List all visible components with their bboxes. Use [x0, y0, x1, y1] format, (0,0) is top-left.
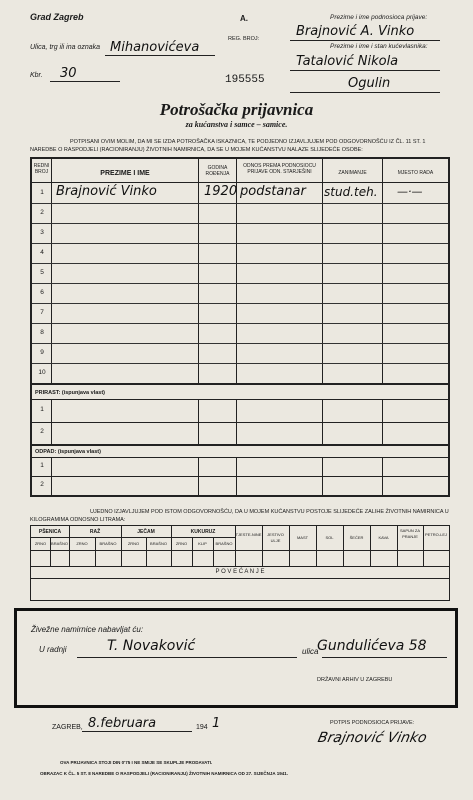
prirast-row-num: 1	[40, 406, 44, 413]
stock-group: RAŽ	[89, 529, 101, 535]
persons-rows	[32, 183, 448, 383]
purchase-heading: Živežne namirnice nabavljat ću:	[31, 625, 144, 634]
city-label: Grad Zagreb	[30, 12, 84, 22]
form-title: Potrošačka prijavnica	[159, 100, 314, 119]
col-header-relation: ODNOS PREMA PODNOSIOCU PRIJAVE ODN. STARJEŠINI	[243, 163, 316, 175]
odpad-row-num: 1	[40, 462, 44, 469]
persons-table	[30, 157, 450, 497]
place-label: ZAGREB,	[52, 724, 83, 731]
table-row: 3	[32, 223, 448, 244]
owner-label: Prezime i ime i stan kućevlasnika:	[330, 43, 428, 50]
price-note: OVA PRIJAVNICA STOJI DIN 0'75 I NE SMIJE SE SKUPLJE PRODAVATI.	[60, 760, 213, 765]
table-row: 10	[32, 363, 448, 385]
form-subtitle: za kućanstva i samce – samice.	[185, 120, 288, 129]
purchase-street-value: Gundulićeva 58	[317, 638, 427, 654]
shop-label: U radnji	[39, 645, 67, 654]
table-row: 6	[32, 283, 448, 304]
archive-stamp: DRŽAVNI ARHIV U ZAGREBU	[317, 677, 393, 683]
col-header-num: REDNI BROJ	[33, 163, 50, 175]
purchase-box	[14, 608, 458, 708]
row-occupation: stud.teh.	[324, 185, 378, 199]
col-header-occupation: ZANIMANJE	[338, 170, 367, 176]
owner-value-1: Tatalović Nikola	[296, 54, 399, 69]
row-relation: podstanar	[240, 184, 306, 199]
prirast-label: PRIRAST: (ispunjava vlast)	[35, 390, 105, 396]
applicant-label: Prezime i ime podnosioca prijave:	[330, 14, 428, 21]
prirast-row-num: 2	[40, 428, 44, 435]
table-row: 2	[32, 203, 448, 224]
street-label: Ulica, trg ili ina oznaka	[30, 44, 101, 51]
regulation-note: OBRAZAC K ČL. 5 ST. 8 NAREDBE O RASPODJELI (RACIONIRANJU) ŽIVOTNIH NAMIRNICA OD 27. SIJEČNJA 1941.	[40, 771, 288, 776]
col-header-year: GODINA ROĐENJA	[205, 165, 230, 177]
form-letter: A.	[240, 14, 248, 23]
shop-value: T. Novaković	[107, 638, 196, 654]
purchase-street-label: ulica	[302, 647, 319, 656]
stock-table: PŠENICA RAŽ JEČAM KUKURUZ ZRNO BRAŠNO ZRNO BRAŠNO ZRNO BRAŠNO ZRNO KLIP BRAŠNO TJESTE-NINE JESTIVO ULJE MAST SOL ŠEĆER KAVA SAPUN ZA PRANJE PETRO-LEJ P O V E Ć A N J E	[30, 525, 450, 601]
col-header-workplace: MJESTO RADA	[397, 170, 434, 176]
odpad-label: ODPAD: (ispunjava vlast)	[35, 449, 101, 455]
table-row: 7	[32, 303, 448, 324]
stock-text: UJEDNO IZJAVLJUJEM POD ISTOM ODGOVORNOŠĆU, DA U MOJEM KUĆANSTVU POSTOJE SLIJEDEĆE ZALIHE ŽIVOTNIH NAMIRNICA U KILOGRAMIMA ODNOSNO LITRAMA:	[30, 509, 449, 523]
signature-label: POTPIS PODNOSIOCA PRIJAVE:	[330, 720, 415, 726]
col-header-name: PREZIME I IME	[100, 170, 150, 177]
owner-value-2: Ogulin	[348, 76, 391, 91]
house-number-label: Kbr.	[30, 72, 43, 79]
reg-number-label: REG. BROJ:	[228, 36, 260, 42]
house-number-value: 30	[60, 66, 77, 81]
year-prefix: 194	[196, 724, 208, 731]
table-row: 5	[32, 263, 448, 284]
table-row: 1 Brajnović Vinko 1920 podstanar stud.teh. —·—	[32, 183, 448, 204]
odpad-rows	[32, 458, 448, 495]
stock-group: PŠENICA	[38, 529, 62, 535]
row-year: 1920	[204, 184, 238, 199]
prirast-rows	[32, 400, 448, 444]
signature: Brajnović Vinko	[316, 730, 429, 746]
row-name: Brajnović Vinko	[56, 184, 157, 199]
registration-number: 195555	[225, 74, 265, 86]
odpad-row-num: 2	[40, 481, 44, 488]
year-suffix: 1	[212, 716, 221, 731]
stock-group: JEČAM	[137, 529, 155, 535]
date-value: 8.februara	[88, 716, 157, 731]
povecanje-label: P O V E Ć A N J E	[215, 569, 265, 575]
stock-group: KUKURUZ	[190, 529, 216, 535]
intro-text: POTPISANI OVIM MOLIM, DA MI SE IZDA POTROŠAČKA ISKAZNICA, TE PODJEDNO IZJAVLJUJEM POD ODGOVORNOŠĆU IZ ČL. 11 ST. 1 NAREDBE O RASPODJELI (RACIONIRANJU) ŽIVOTNIH NAMIRNICA, DA SE U MOJEM KUĆANSTVU NALAZE SLIJEDEĆE OSOBE:	[30, 139, 426, 153]
table-row: 8	[32, 323, 448, 344]
table-row: 4	[32, 243, 448, 264]
applicant-value: Brajnović A. Vinko	[296, 24, 415, 39]
table-row: 9	[32, 343, 448, 364]
row-workplace: —·—	[397, 185, 423, 198]
street-value: Mihanovićeva	[110, 40, 200, 55]
